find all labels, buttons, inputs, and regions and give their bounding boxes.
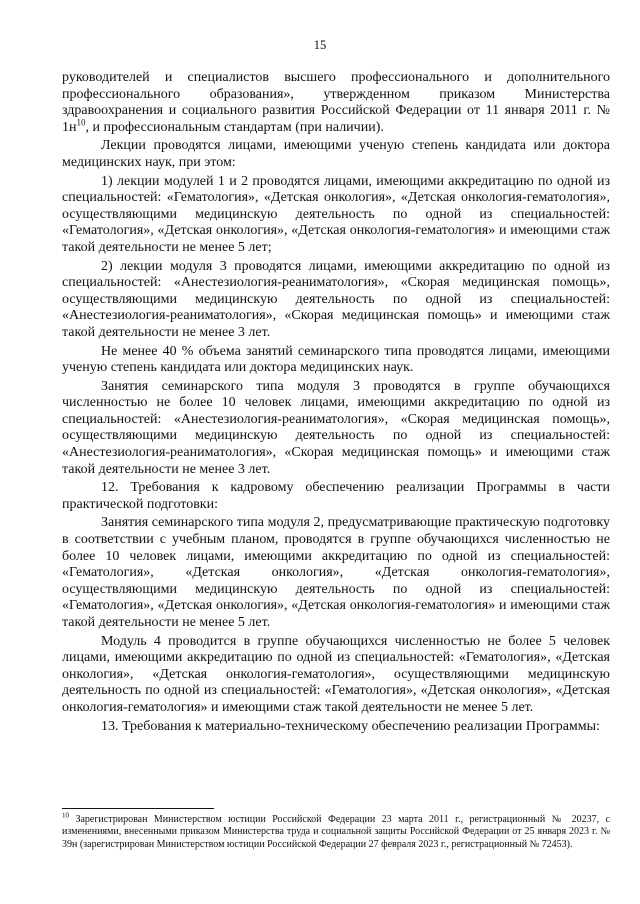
paragraph-seminar-module-3: Занятия семинарского типа модуля 3 проводятся в группе обучающихся численностью не более 10 человек лицами, имеющими аккредитацию по одной из специальностей: «Анестезиология-реаниматология», «Скорая медицинская помощь», осуществляющими медицинскую деятельность по одной из специальностей: «Анестезиология-реаниматология», «Скорая медицинская помощь» и имеющими стаж такой деятельности не менее 3 лет.: [62, 378, 610, 477]
paragraph-continuation: [62, 70, 610, 136]
paragraph-lectures-intro: Лекции проводятся лицами, имеющими ученую степень кандидата или доктора медицинских наук, при этом:: [62, 138, 610, 170]
paragraph-tail: , и профессиональным стандартам (при наличии).: [85, 119, 384, 135]
paragraph-section-13: 13. Требования к материально-техническому обеспечению реализации Программы:: [101, 718, 600, 734]
paragraph-text: руководителей и специалистов высшего профессионального и дополнительного профессионального образования», утвержденном приказом Министерства здравоохранения и социального развития Российской Федерации от 11 января 2011 г. № 1н: [62, 70, 610, 135]
footnote-divider: [62, 808, 214, 809]
footnote: [62, 811, 610, 851]
footnote-text: Зарегистрирован Министерством юстиции Российской Федерации 23 марта 2011 г., регистрационный № 20237, с изменениями, внесенными приказом Министерства труда и социальной защиты Российской Федерации от 25 января 2023 г. № 39н (зарегистрирован Министерством юстиции Российской Федерации 27 февраля 2023 г., регистрационный № 72453).: [62, 814, 610, 850]
paragraph-section-12: 12. Требования к кадровому обеспечению реализации Программы в части практической подготовки:: [62, 480, 610, 512]
footnote-marker: 10: [62, 811, 69, 820]
page-number: 15: [313, 38, 327, 52]
paragraph-module-4: Модуль 4 проводится в группе обучающихся численностью не более 5 человек лицами, имеющими аккредитацию по одной из специальностей: «Гематология», «Детская онкология», «Детская онкология-гематология», осуществляющими медицинскую деятельность по одной из специальностей: «Гематология», «Детская онкология», «Детская онкология-гематология» и имеющими стаж такой деятельности не менее 5 лет.: [62, 633, 610, 715]
footnote-reference: 10: [76, 117, 86, 128]
paragraph-lectures-item-2: 2) лекции модуля 3 проводятся лицами, имеющими аккредитацию по одной из специальностей: «Анестезиология-реаниматология», «Скорая медицинская помощь», осуществляющими медицинскую деятельность по одной из специальностей: «Анестезиология-реаниматология», «Скорая медицинская помощь» и имеющими стаж такой деятельности не менее 3 лет.: [62, 258, 610, 340]
paragraph-lectures-item-1: 1) лекции модулей 1 и 2 проводятся лицами, имеющими аккредитацию по одной из специальностей: «Гематология», «Детская онкология», «Детская онкология-гематология», осуществляющими медицинскую деятельность по одной из специальностей: «Гематология», «Детская онкология», «Детская онкология-гематология» и имеющими стаж такой деятельности не менее 5 лет;: [62, 173, 610, 255]
paragraph-seminar-share: Не менее 40 % объема занятий семинарского типа проводятся лицами, имеющими ученую степень кандидата или доктора медицинских наук.: [62, 343, 610, 376]
paragraph-seminar-module-2: Занятия семинарского типа модуля 2, предусматривающие практическую подготовку в соответствии с учебным планом, проводятся в группе обучающихся численностью не более 10 человек лицами, имеющими аккредитацию по одной из специальностей: «Гематология», «Детская онкология», «Детская онкология-гематология», осуществляющими медицинскую деятельность по одной из специальностей: «Гематология», «Детская онкология», «Детская онкология-гематология» и имеющими стаж такой деятельности не менее 5 лет.: [62, 515, 610, 630]
body-text: [62, 70, 610, 737]
